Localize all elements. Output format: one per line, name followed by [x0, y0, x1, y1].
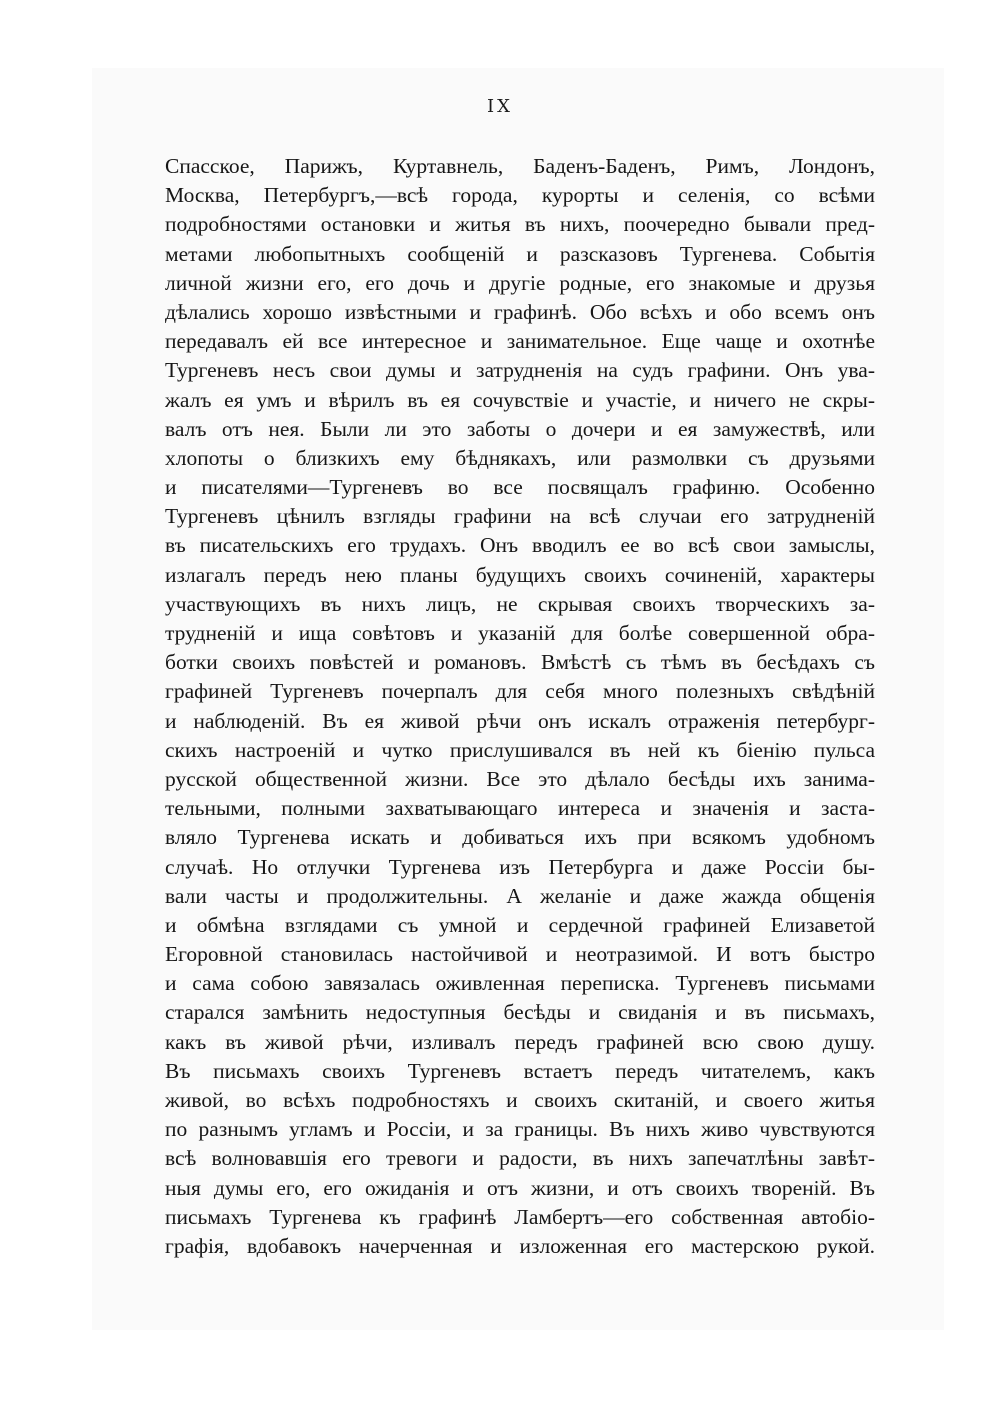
text-line: и писателями—Тургеневъ во все посвящалъ графиню. Особенно: [165, 475, 875, 500]
text-line: письмахъ Тургенева къ графинѣ Ламбертъ—его собственная автобіо-: [165, 1204, 875, 1229]
text-line: участвующихъ въ нихъ лицъ, не скрывая своихъ творческихъ за-: [165, 591, 875, 616]
text-line: и обмѣна взглядами съ умной и сердечной графиней Елизаветой: [165, 912, 875, 937]
text-line: трудненій и ища совѣтовъ и указаній для болѣе совершенной обра-: [165, 621, 875, 645]
text-line: дѣлались хорошо извѣстными и графинѣ. Обо всѣхъ и обо всемъ онъ: [165, 299, 875, 324]
text-line: метами любопытныхъ сообщеній и разсказовъ Тургенева. Событія: [165, 241, 875, 266]
text-line: Въ письмахъ своихъ Тургеневъ встаетъ передъ читателемъ, какъ: [165, 1058, 875, 1083]
text-line: въ писательскихъ его трудахъ. Онъ вводилъ ее во всѣ свои замыслы,: [165, 533, 875, 558]
text-line: Спасское, Парижъ, Куртавнель, Баденъ-Баденъ, Римъ, Лондонъ,: [165, 154, 875, 178]
text-line: скихъ настроеній и чутко прислушивался въ ней къ біенію пульса: [165, 737, 875, 762]
text-line: передавалъ ей все интересное и занимательное. Еще чаще и охотнѣе: [165, 329, 875, 354]
text-line: тельными, полными захватывающаго интереса и значенія и заста-: [165, 796, 875, 821]
text-line: вали часты и продолжительны. А желаніе и даже жажда общенія: [165, 883, 875, 908]
text-line: излагалъ передъ нею планы будущихъ своихъ сочиненій, характеры: [165, 562, 875, 587]
text-line: русской общественной жизни. Все это дѣлало бесѣды ихъ занима-: [165, 766, 875, 791]
text-line: графиней Тургеневъ почерпалъ для себя много полезныхъ свѣдѣній: [165, 679, 875, 704]
text-line: валъ отъ нея. Были ли это заботы о дочери и ея замужествѣ, или: [165, 416, 875, 441]
text-line: хлопоты о близкихъ ему бѣднякахъ, или размолвки съ друзьями: [165, 445, 875, 470]
text-line: Тургеневъ цѣнилъ взгляды графини на всѣ случаи его затрудненій: [165, 504, 875, 529]
text-line: графія, вдобавокъ начерченная и изложенная его мастерскою рукой.: [165, 1233, 875, 1258]
body-text: [165, 152, 875, 1261]
text-line: случаѣ. Но отлучки Тургенева изъ Петербурга и даже Россіи бы-: [165, 854, 875, 879]
text-line: и наблюденій. Въ ея живой рѣчи онъ искалъ отраженія петербург-: [165, 708, 875, 733]
text-line: какъ въ живой рѣчи, изливалъ передъ графиней всю свою душу.: [165, 1029, 875, 1054]
text-line: Егоровной становилась настойчивой и неотразимой. И вотъ быстро: [165, 942, 875, 967]
text-line: жалъ ея умъ и вѣрилъ въ ея сочувствіе и участіе, и ничего не скры-: [165, 387, 875, 412]
text-line: всѣ волновавшія его тревоги и радости, въ нихъ запечатлѣны завѣт-: [165, 1146, 875, 1171]
text-line: старался замѣнить недоступныя бесѣды и свиданія и въ письмахъ,: [165, 1000, 875, 1025]
text-line: и сама собою завязалась оживленная переписка. Тургеневъ письмами: [165, 971, 875, 996]
text-line: личной жизни его, его дочь и другіе родные, его знакомые и друзья: [165, 270, 875, 295]
text-line: Тургеневъ несъ свои думы и затрудненія на судъ графини. Онъ ува-: [165, 358, 875, 383]
page-number: IX: [487, 96, 513, 117]
text-line: вляло Тургенева искать и добиваться ихъ при всякомъ удобномъ: [165, 825, 875, 850]
text-line: ботки своихъ повѣстей и романовъ. Вмѣстѣ съ тѣмъ въ бесѣдахъ съ: [165, 650, 875, 675]
text-line: подробностями остановки и житья въ нихъ, поочередно бывали пред-: [165, 212, 875, 237]
text-line: ныя думы его, его ожиданія и отъ жизни, и отъ своихъ твореній. Въ: [165, 1175, 875, 1200]
text-line: Москва, Петербургъ,—всѣ города, курорты и селенія, со всѣми: [165, 183, 875, 208]
text-line: живой, во всѣхъ подробностяхъ и своихъ скитаній, и своего житья: [165, 1088, 875, 1112]
text-line: по разнымъ угламъ и Россіи, и за границы. Въ нихъ живо чувствуются: [165, 1117, 875, 1142]
